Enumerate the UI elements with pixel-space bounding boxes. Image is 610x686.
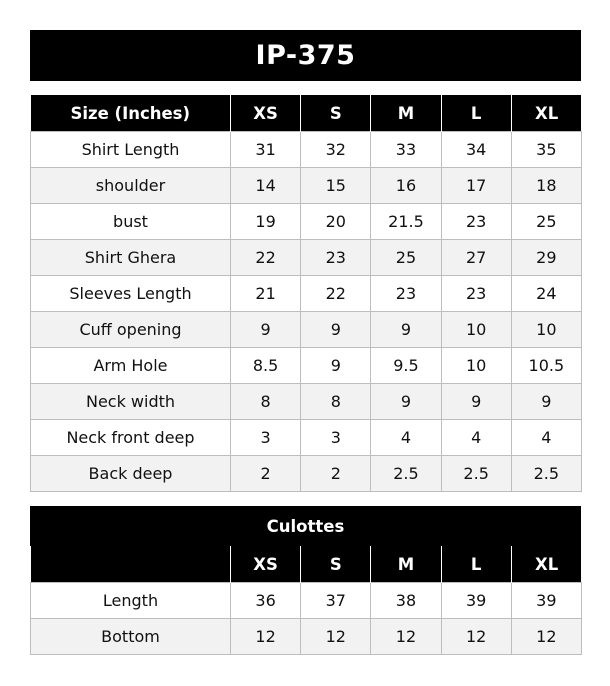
table-cell: 18 [511,168,581,204]
header-size-label: Size (Inches) [31,95,231,132]
table-cell: 8.5 [231,348,301,384]
table-cell: 2 [231,456,301,492]
row-label: Neck width [31,384,231,420]
table-cell: 27 [441,240,511,276]
table-cell: 22 [301,276,371,312]
row-label: Sleeves Length [31,276,231,312]
table-cell: 14 [231,168,301,204]
table-row [31,168,582,204]
table-cell: 23 [371,276,441,312]
table-row [31,132,582,168]
table-cell: 33 [371,132,441,168]
table-cell: 4 [371,420,441,456]
table-cell: 37 [301,583,371,619]
row-label: Length [31,583,231,619]
table-cell: 8 [301,384,371,420]
row-label: Bottom [31,619,231,655]
table-cell: 35 [511,132,581,168]
table-row [31,240,582,276]
table-cell: 16 [371,168,441,204]
table-cell: 23 [441,204,511,240]
table-cell: 39 [441,583,511,619]
table-row [31,420,582,456]
table-cell: 4 [441,420,511,456]
table-cell: 2.5 [371,456,441,492]
header-s: S [301,546,371,583]
row-label: Neck front deep [31,420,231,456]
table-cell: 12 [301,619,371,655]
table-cell: 3 [301,420,371,456]
table-cell: 9 [441,384,511,420]
table-cell: 24 [511,276,581,312]
table-cell: 29 [511,240,581,276]
row-label: Shirt Ghera [31,240,231,276]
table-cell: 8 [231,384,301,420]
header-blank [31,546,231,583]
table-cell: 12 [371,619,441,655]
culottes-table [30,546,582,655]
table-cell: 25 [371,240,441,276]
table-cell: 2 [301,456,371,492]
table-cell: 21 [231,276,301,312]
table-cell: 10 [441,348,511,384]
row-label: Shirt Length [31,132,231,168]
table-cell: 9 [301,312,371,348]
table-cell: 23 [301,240,371,276]
table-cell: 12 [441,619,511,655]
size-header-row [31,95,582,132]
table-cell: 10 [511,312,581,348]
header-l: L [441,95,511,132]
table-cell: 12 [511,619,581,655]
table-cell: 23 [441,276,511,312]
table-cell: 21.5 [371,204,441,240]
row-label: bust [31,204,231,240]
table-cell: 17 [441,168,511,204]
table-row [31,348,582,384]
table-cell: 2.5 [441,456,511,492]
row-label: Cuff opening [31,312,231,348]
header-xl: XL [511,95,581,132]
header-xs: XS [231,546,301,583]
table-cell: 31 [231,132,301,168]
table-cell: 38 [371,583,441,619]
header-m: M [371,546,441,583]
header-xl: XL [511,546,581,583]
table-cell: 9.5 [371,348,441,384]
table-cell: 12 [231,619,301,655]
table-cell: 4 [511,420,581,456]
row-label: shoulder [31,168,231,204]
table-cell: 36 [231,583,301,619]
table-cell: 9 [511,384,581,420]
table-cell: 34 [441,132,511,168]
table-cell: 10.5 [511,348,581,384]
table-cell: 39 [511,583,581,619]
header-m: M [371,95,441,132]
table-cell: 9 [371,312,441,348]
table-cell: 22 [231,240,301,276]
page-title: IP-375 [30,30,581,81]
table-row [31,619,582,655]
table-cell: 10 [441,312,511,348]
row-label: Arm Hole [31,348,231,384]
table-row [31,204,582,240]
table-cell: 19 [231,204,301,240]
table-row [31,583,582,619]
table-cell: 9 [231,312,301,348]
header-xs: XS [231,95,301,132]
culottes-title: Culottes [30,506,581,546]
table-cell: 9 [371,384,441,420]
size-chart-table [30,95,582,492]
table-cell: 2.5 [511,456,581,492]
table-cell: 25 [511,204,581,240]
table-row [31,384,582,420]
header-s: S [301,95,371,132]
table-row [31,276,582,312]
table-cell: 15 [301,168,371,204]
table-cell: 9 [301,348,371,384]
row-label: Back deep [31,456,231,492]
table-row [31,312,582,348]
table-cell: 3 [231,420,301,456]
header-l: L [441,546,511,583]
table-cell: 32 [301,132,371,168]
culottes-header-row [31,546,582,583]
table-row [31,456,582,492]
table-cell: 20 [301,204,371,240]
